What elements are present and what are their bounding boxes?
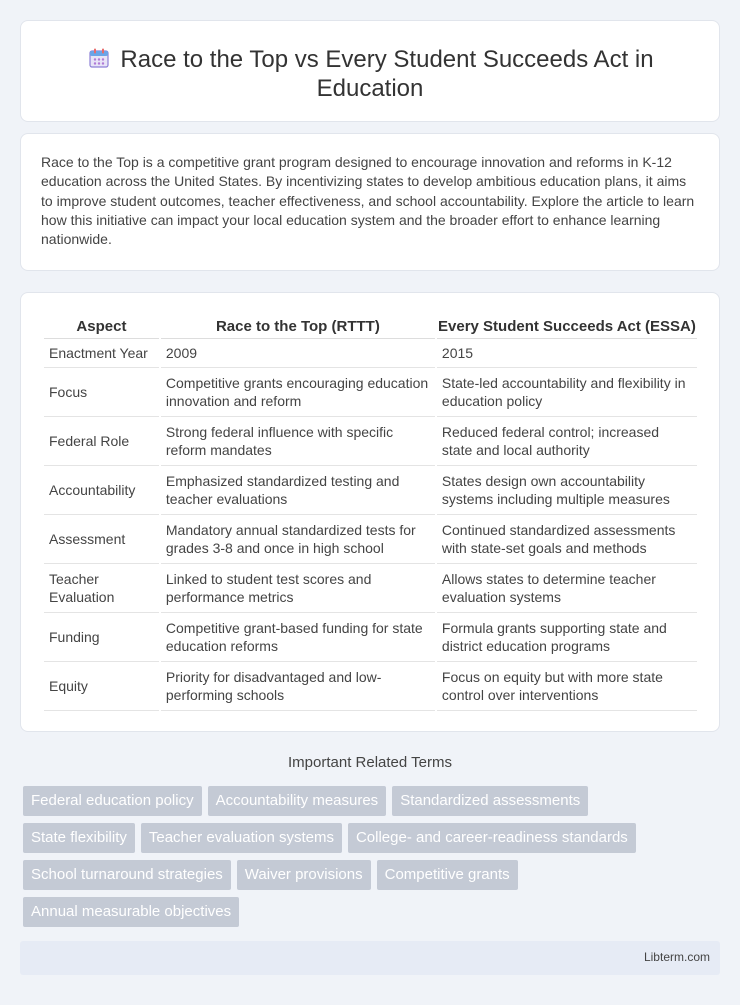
footer-site-link[interactable]: Libterm.com [643, 950, 710, 964]
tag-row [23, 823, 723, 853]
table-row [44, 564, 697, 613]
header-rttt: Race to the Top (RTTT) [161, 313, 435, 339]
cell-essa: States design own accountability systems including multiple measures [437, 466, 697, 515]
header-card [20, 20, 720, 122]
cell-aspect: Teacher Evaluation [44, 564, 159, 613]
cell-aspect: Federal Role [44, 417, 159, 466]
cell-rttt: Competitive grants encouraging education innovation and reform [161, 368, 435, 417]
cell-essa: Continued standardized assessments with state-set goals and methods [437, 515, 697, 564]
intro-text: Race to the Top is a competitive grant program designed to encourage innovation and reforms in K-12 education across the United States. By incentivizing states to develop ambitious education plans, it aims to improve student outcomes, teacher effectiveness, and school accountability. Explore the article to learn how this initiative can impact your local education system and the broader effort to enhance learning nationwide. [41, 154, 695, 248]
cell-aspect: Focus [44, 368, 159, 417]
title-line-2: Education [316, 75, 424, 102]
tag-college-career-readiness[interactable]: College- and career-readiness standards [348, 823, 636, 853]
cell-aspect: Accountability [44, 466, 159, 515]
tag-waiver-provisions[interactable]: Waiver provisions [237, 860, 371, 890]
title-line-1: Race to the Top vs Every Student Succeeds Act in [120, 46, 654, 73]
page-title [21, 45, 719, 103]
cell-essa: 2015 [437, 339, 697, 368]
table-row [44, 368, 697, 417]
table-row [44, 466, 697, 515]
comparison-table [42, 313, 699, 711]
table-row [44, 613, 697, 662]
table-row [44, 417, 697, 466]
intro-card [20, 133, 720, 271]
tag-federal-education-policy[interactable]: Federal education policy [23, 786, 202, 816]
header-essa: Every Student Succeeds Act (ESSA) [437, 313, 697, 339]
related-terms-list [23, 786, 723, 934]
cell-rttt: 2009 [161, 339, 435, 368]
tag-state-flexibility[interactable]: State flexibility [23, 823, 135, 853]
cell-rttt: Linked to student test scores and performance metrics [161, 564, 435, 613]
cell-aspect: Assessment [44, 515, 159, 564]
table-row [44, 339, 697, 368]
tag-school-turnaround-strategies[interactable]: School turnaround strategies [23, 860, 231, 890]
cell-rttt: Emphasized standardized testing and teacher evaluations [161, 466, 435, 515]
comparison-table-card [20, 292, 720, 732]
cell-essa: Focus on equity but with more state control over interventions [437, 662, 697, 711]
cell-rttt: Mandatory annual standardized tests for grades 3-8 and once in high school [161, 515, 435, 564]
tag-row [23, 786, 723, 816]
table-row [44, 662, 697, 711]
cell-rttt: Strong federal influence with specific reform mandates [161, 417, 435, 466]
cell-essa: Reduced federal control; increased state and local authority [437, 417, 697, 466]
tag-row [23, 897, 723, 927]
tag-competitive-grants[interactable]: Competitive grants [377, 860, 518, 890]
tag-standardized-assessments[interactable]: Standardized assessments [392, 786, 588, 816]
tag-annual-measurable-objectives[interactable]: Annual measurable objectives [23, 897, 239, 927]
cell-essa: State-led accountability and flexibility in education policy [437, 368, 697, 417]
cell-aspect: Enactment Year [44, 339, 159, 368]
cell-essa: Formula grants supporting state and district education programs [437, 613, 697, 662]
header-aspect: Aspect [44, 313, 159, 339]
cell-aspect: Equity [44, 662, 159, 711]
tag-accountability-measures[interactable]: Accountability measures [208, 786, 387, 816]
cell-rttt: Competitive grant-based funding for state education reforms [161, 613, 435, 662]
cell-rttt: Priority for disadvantaged and low-performing schools [161, 662, 435, 711]
cell-essa: Allows states to determine teacher evaluation systems [437, 564, 697, 613]
cell-aspect: Funding [44, 613, 159, 662]
table-row [44, 515, 697, 564]
footer [20, 941, 720, 975]
related-terms-title: Important Related Terms [288, 754, 452, 771]
tag-teacher-evaluation-systems[interactable]: Teacher evaluation systems [141, 823, 342, 853]
table-header-row [44, 313, 697, 339]
tag-row [23, 860, 723, 890]
